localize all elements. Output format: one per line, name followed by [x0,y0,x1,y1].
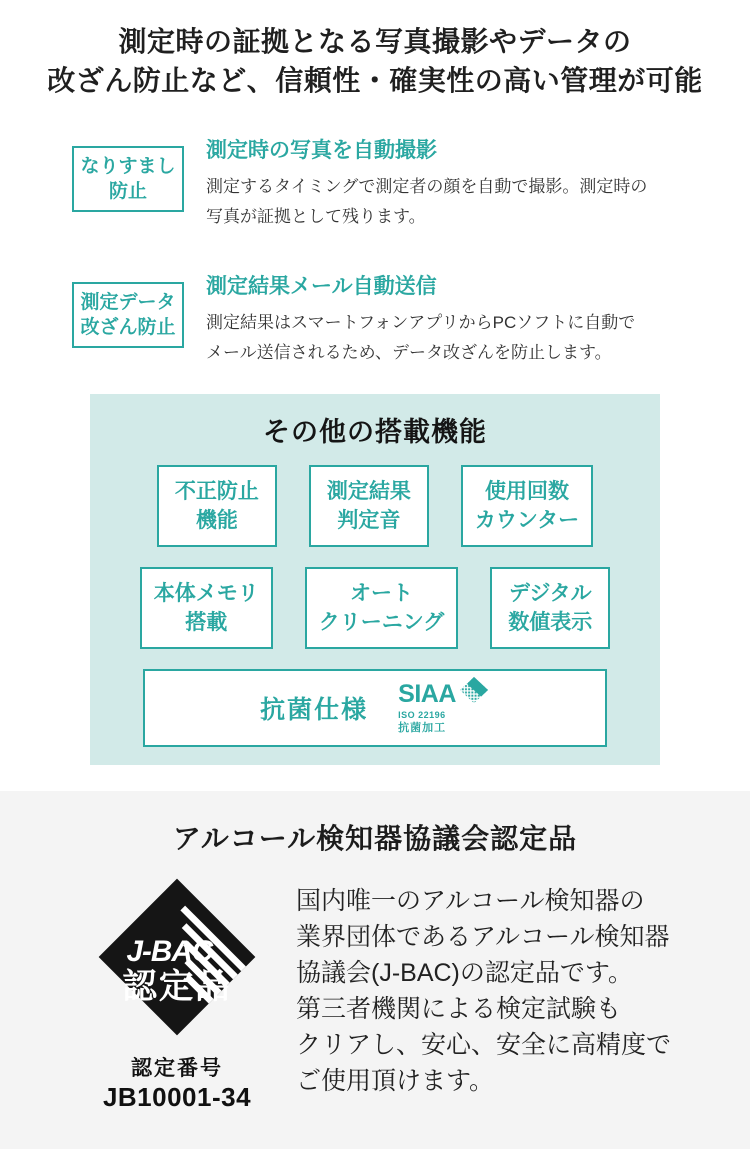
hero-section [0,0,750,100]
cert-body-line: 第三者機関による検定試験も [296,995,622,1023]
card-line1: デジタル [508,582,592,605]
certification-section [0,791,750,1149]
function-cards-row-2 [90,567,660,649]
siaa-logo [398,682,490,734]
feature-body [206,172,647,232]
function-card-auto-cleaning [305,567,459,649]
certification-body [296,883,671,1113]
cert-body-line: 国内唯一のアルコール検知器の [296,887,645,915]
feature-text-block [206,270,635,368]
feature-body [206,308,635,368]
cert-body-line: ご使用頂けます。 [296,1067,495,1095]
siaa-sub-text: 抗菌加工 [398,722,447,734]
page-title-line1: 測定時の証拠となる写真撮影やデータの [118,26,632,57]
card-line1: 測定結果 [326,480,411,503]
certification-columns [0,871,750,1113]
siaa-mark-icon [458,675,490,705]
siaa-logo-word: SIAA [398,680,456,708]
card-line2: 搭載 [185,611,228,634]
feature-auto-photo [72,134,682,232]
cert-body-line: クリアし、安心、安全に高精度で [296,1031,672,1059]
page-title-line2: 改ざん防止など、信頼性・確実性の高い管理が可能 [47,65,703,96]
antibacterial-card [143,669,607,747]
feature-badge-spoofing-prevention [72,146,184,212]
siaa-iso-text: ISO 22196 [398,710,446,720]
certification-title: アルコール検知器協議会認定品 [172,823,578,854]
function-card-internal-memory [140,567,273,649]
card-line1: 不正防止 [174,480,259,503]
function-card-digital-display [490,567,610,649]
cert-body-line: 協議会(J-BAC)の認定品です。 [296,959,633,987]
feature-heading: 測定結果メール自動送信 [206,275,437,298]
feature-body-line2: 写真が証拠として残ります。 [206,207,426,226]
card-line1: 本体メモリ [153,582,259,605]
feature-auto-mail [72,270,682,368]
card-line2: カウンター [474,509,580,532]
cert-number-value: JB10001-34 [102,1082,252,1112]
jbac-badge-column [84,871,270,1113]
card-line1: 使用回数 [484,480,569,503]
card-line2: 数値表示 [508,611,593,634]
feature-badge-tamper-prevention [72,282,184,348]
cert-number-label: 認定番号 [131,1057,223,1080]
cert-body-line: 業界団体であるアルコール検知器 [296,923,670,951]
feature-text-block [206,134,647,232]
badge-label-line1: なりすまし [80,156,176,177]
function-cards-row-1 [90,465,660,547]
jbac-diamond-icon [91,871,263,1043]
card-line2: クリーニング [318,611,445,634]
function-card-usage-counter [461,465,593,547]
other-functions-title: その他の搭載機能 [263,417,487,447]
feature-body-line1: 測定するタイミングで測定者の顔を自動で撮影。測定時の [206,177,648,196]
badge-label-line1: 測定データ [80,292,176,313]
badge-label-line2: 防止 [108,181,147,202]
card-line2: 判定音 [337,509,401,532]
badge-label-line2: 改ざん防止 [80,317,176,338]
feature-body-line2: メール送信されるため、データ改ざんを防止します。 [206,343,612,362]
jbac-badge-subtext: 認定品 [122,968,232,1007]
other-functions-panel [90,394,660,765]
card-line1: オート [350,582,413,605]
feature-body-line1: 測定結果はスマートフォンアプリからPCソフトに自動で [206,313,636,332]
feature-heading: 測定時の写真を自動撮影 [206,139,437,162]
jbac-badge-text: J-BAC [126,934,213,968]
function-card-result-sound [309,465,429,547]
card-line2: 機能 [195,509,238,532]
antibacterial-label: 抗菌仕様 [260,696,369,724]
siaa-logo-head [398,682,490,707]
function-card-fraud-prevention [157,465,277,547]
page-title [0,22,750,100]
